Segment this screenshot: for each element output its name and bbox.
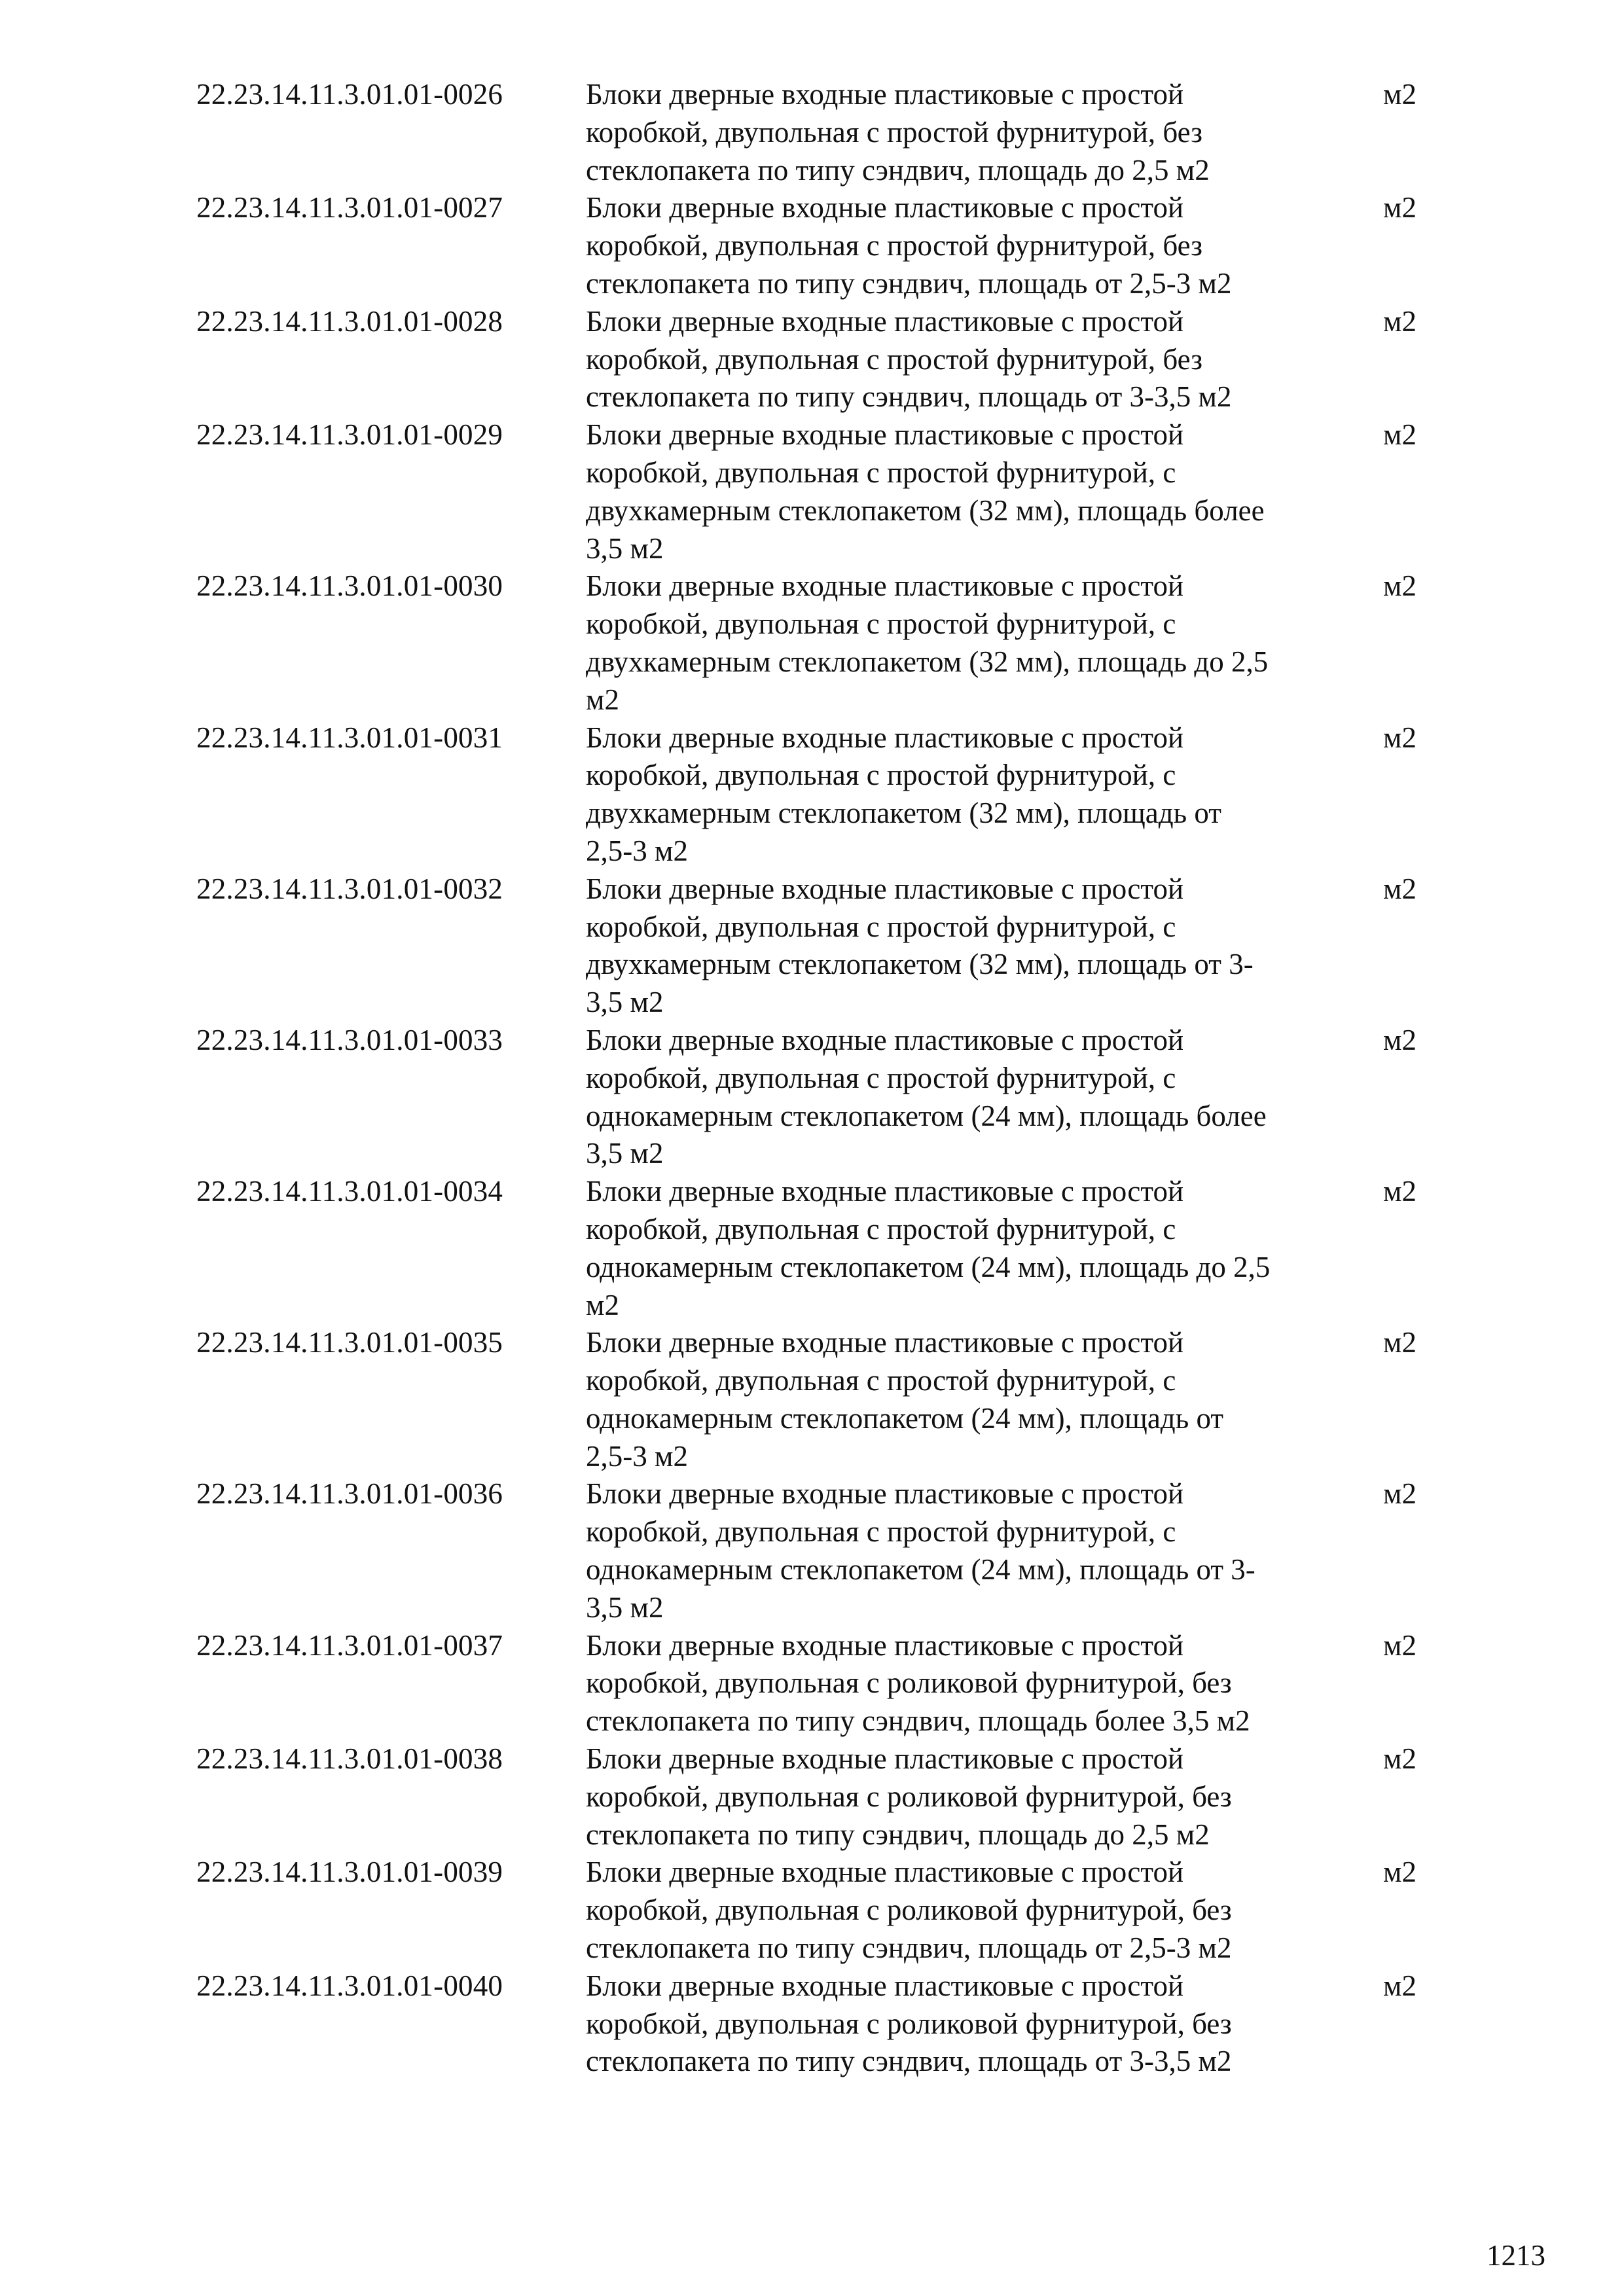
description-line: Блоки дверные входные пластиковые с простой xyxy=(586,872,1184,905)
item-description xyxy=(586,76,1365,189)
description-line: Блоки дверные входные пластиковые с простой xyxy=(586,721,1184,754)
description-line: однокамерным стеклопакетом (24 мм), площадь от 3- xyxy=(586,1553,1255,1587)
item-code: 22.23.14.11.3.01.01-0031 xyxy=(196,721,503,754)
description-line: коробкой, двупольная с простой фурнитурой, с xyxy=(586,607,1176,641)
item-description xyxy=(586,567,1365,719)
item-code: 22.23.14.11.3.01.01-0036 xyxy=(196,1477,503,1511)
unit-of-measure: м2 xyxy=(1383,304,1416,338)
item-description xyxy=(586,1173,1365,1324)
description-line: стеклопакета по типу сэндвич, площадь от 2,5-3 м2 xyxy=(586,266,1232,300)
item-description xyxy=(586,1324,1365,1475)
page-number: 1213 xyxy=(1487,2239,1545,2272)
catalog-row xyxy=(196,76,1427,189)
unit-of-measure: м2 xyxy=(1383,1628,1416,1662)
description-line: двухкамерным стеклопакетом (32 мм), площадь более xyxy=(586,493,1265,527)
description-line: 3,5 м2 xyxy=(586,1590,664,1624)
item-description xyxy=(586,189,1365,302)
catalog-row xyxy=(196,1854,1427,1967)
item-description xyxy=(586,1475,1365,1626)
description-line: стеклопакета по типу сэндвич, площадь до 2,5 м2 xyxy=(586,1818,1210,1851)
description-line: коробкой, двупольная с простой фурнитурой, с xyxy=(586,759,1176,792)
description-line: Блоки дверные входные пластиковые с простой xyxy=(586,78,1184,111)
description-line: Блоки дверные входные пластиковые с простой xyxy=(586,1742,1184,1776)
catalog-row xyxy=(196,1740,1427,1854)
catalog-row xyxy=(196,1627,1427,1740)
item-code: 22.23.14.11.3.01.01-0040 xyxy=(196,1969,503,2002)
unit-of-measure: м2 xyxy=(1383,78,1416,111)
description-line: коробкой, двупольная с роликовой фурнитурой, без xyxy=(586,1893,1232,1927)
item-code: 22.23.14.11.3.01.01-0033 xyxy=(196,1023,503,1056)
description-line: Блоки дверные входные пластиковые с простой xyxy=(586,1023,1184,1056)
description-line: 3,5 м2 xyxy=(586,531,664,565)
description-line: двухкамерным стеклопакетом (32 мм), площадь от 3- xyxy=(586,948,1254,981)
unit-of-measure: м2 xyxy=(1383,1023,1416,1056)
catalog-row xyxy=(196,719,1427,870)
description-line: коробкой, двупольная с простой фурнитурой, без xyxy=(586,342,1202,376)
description-line: Блоки дверные входные пластиковые с простой xyxy=(586,418,1184,452)
item-code: 22.23.14.11.3.01.01-0027 xyxy=(196,191,503,224)
unit-of-measure: м2 xyxy=(1383,872,1416,905)
description-line: Блоки дверные входные пластиковые с простой xyxy=(586,1175,1184,1208)
description-line: коробкой, двупольная с простой фурнитурой, с xyxy=(586,1364,1176,1397)
item-description xyxy=(586,719,1365,870)
item-description xyxy=(586,1022,1365,1173)
item-code: 22.23.14.11.3.01.01-0037 xyxy=(196,1628,503,1662)
description-line: стеклопакета по типу сэндвич, площадь от 3-3,5 м2 xyxy=(586,2045,1232,2078)
item-code: 22.23.14.11.3.01.01-0029 xyxy=(196,418,503,452)
unit-of-measure: м2 xyxy=(1383,1326,1416,1359)
description-line: Блоки дверные входные пластиковые с простой xyxy=(586,1628,1184,1662)
description-line: коробкой, двупольная с простой фурнитурой, с xyxy=(586,1061,1176,1094)
description-line: коробкой, двупольная с простой фурнитурой, с xyxy=(586,456,1176,489)
unit-of-measure: м2 xyxy=(1383,418,1416,452)
description-line: Блоки дверные входные пластиковые с простой xyxy=(586,1969,1184,2002)
description-line: коробкой, двупольная с простой фурнитурой, с xyxy=(586,910,1176,943)
catalog-row xyxy=(196,416,1427,567)
description-line: коробкой, двупольная с роликовой фурнитурой, без xyxy=(586,2007,1232,2040)
unit-of-measure: м2 xyxy=(1383,721,1416,754)
description-line: стеклопакета по типу сэндвич, площадь от 3-3,5 м2 xyxy=(586,380,1232,414)
description-line: коробкой, двупольная с простой фурнитурой, без xyxy=(586,115,1202,149)
description-line: стеклопакета по типу сэндвич, площадь более 3,5 м2 xyxy=(586,1704,1250,1738)
description-line: Блоки дверные входные пластиковые с простой xyxy=(586,191,1184,224)
description-line: коробкой, двупольная с роликовой фурнитурой, без xyxy=(586,1780,1232,1813)
catalog-row xyxy=(196,1967,1427,2081)
unit-of-measure: м2 xyxy=(1383,569,1416,603)
unit-of-measure: м2 xyxy=(1383,1175,1416,1208)
catalog-row xyxy=(196,189,1427,302)
description-line: 3,5 м2 xyxy=(586,1137,664,1170)
catalog-list xyxy=(196,76,1427,2081)
description-line: коробкой, двупольная с простой фурнитурой, с xyxy=(586,1515,1176,1549)
description-line: стеклопакета по типу сэндвич, площадь до 2,5 м2 xyxy=(586,153,1210,187)
unit-of-measure: м2 xyxy=(1383,1477,1416,1511)
description-line: коробкой, двупольная с простой фурнитурой, с xyxy=(586,1212,1176,1246)
description-line: однокамерным стеклопакетом (24 мм), площадь от xyxy=(586,1401,1224,1435)
unit-of-measure: м2 xyxy=(1383,1856,1416,1889)
catalog-row xyxy=(196,567,1427,719)
description-line: стеклопакета по типу сэндвич, площадь от 2,5-3 м2 xyxy=(586,1931,1232,1965)
unit-of-measure: м2 xyxy=(1383,1969,1416,2002)
catalog-row xyxy=(196,1475,1427,1626)
description-line: Блоки дверные входные пластиковые с простой xyxy=(586,1856,1184,1889)
description-line: двухкамерным стеклопакетом (32 мм), площадь от xyxy=(586,797,1221,830)
catalog-row xyxy=(196,870,1427,1022)
item-code: 22.23.14.11.3.01.01-0028 xyxy=(196,304,503,338)
item-description xyxy=(586,1740,1365,1854)
description-line: Блоки дверные входные пластиковые с простой xyxy=(586,1326,1184,1359)
description-line: Блоки дверные входные пластиковые с простой xyxy=(586,304,1184,338)
item-code: 22.23.14.11.3.01.01-0039 xyxy=(196,1856,503,1889)
unit-of-measure: м2 xyxy=(1383,1742,1416,1776)
description-line: м2 xyxy=(586,683,619,716)
item-description xyxy=(586,303,1365,416)
description-line: Блоки дверные входные пластиковые с простой xyxy=(586,1477,1184,1511)
description-line: Блоки дверные входные пластиковые с простой xyxy=(586,569,1184,603)
item-description xyxy=(586,1854,1365,1967)
catalog-row xyxy=(196,1173,1427,1324)
item-code: 22.23.14.11.3.01.01-0032 xyxy=(196,872,503,905)
item-code: 22.23.14.11.3.01.01-0030 xyxy=(196,569,503,603)
unit-of-measure: м2 xyxy=(1383,191,1416,224)
item-code: 22.23.14.11.3.01.01-0026 xyxy=(196,78,503,111)
description-line: однокамерным стеклопакетом (24 мм), площадь до 2,5 xyxy=(586,1250,1271,1283)
item-description xyxy=(586,1627,1365,1740)
item-code: 22.23.14.11.3.01.01-0035 xyxy=(196,1326,503,1359)
item-description xyxy=(586,416,1365,567)
description-line: коробкой, двупольная с роликовой фурнитурой, без xyxy=(586,1666,1232,1700)
item-code: 22.23.14.11.3.01.01-0034 xyxy=(196,1175,503,1208)
item-description xyxy=(586,870,1365,1022)
description-line: 3,5 м2 xyxy=(586,986,664,1019)
item-description xyxy=(586,1967,1365,2081)
item-code: 22.23.14.11.3.01.01-0038 xyxy=(196,1742,503,1776)
description-line: 2,5-3 м2 xyxy=(586,1439,688,1473)
description-line: коробкой, двупольная с простой фурнитурой, без xyxy=(586,229,1202,262)
description-line: 2,5-3 м2 xyxy=(586,834,688,867)
catalog-row xyxy=(196,303,1427,416)
description-line: двухкамерным стеклопакетом (32 мм), площадь до 2,5 xyxy=(586,645,1269,678)
description-line: однокамерным стеклопакетом (24 мм), площадь более xyxy=(586,1099,1267,1132)
catalog-row xyxy=(196,1022,1427,1173)
description-line: м2 xyxy=(586,1288,619,1321)
catalog-row xyxy=(196,1324,1427,1475)
